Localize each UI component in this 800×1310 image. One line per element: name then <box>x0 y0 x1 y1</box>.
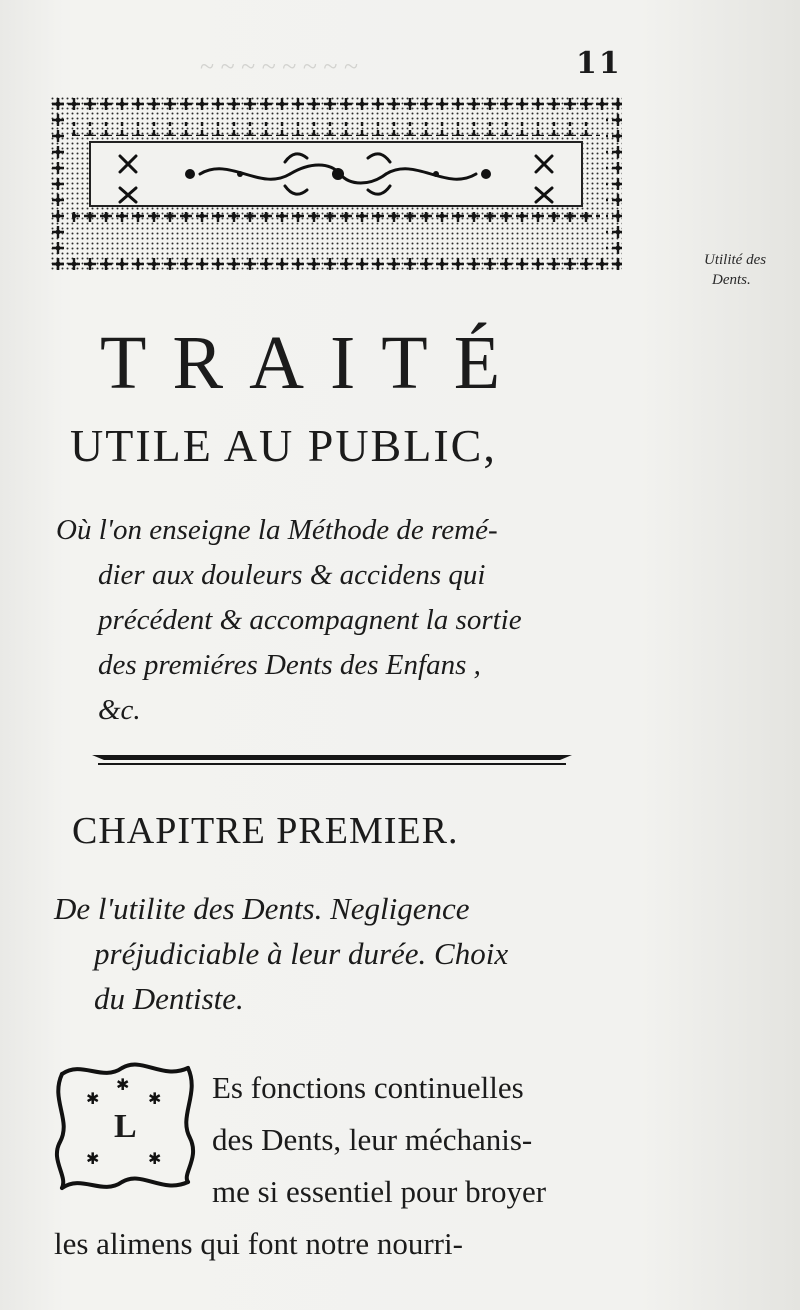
description-line-5: &c. <box>98 694 141 726</box>
summary-line-1: De l'utilite des Dents. Negligence <box>54 891 470 926</box>
svg-text:✱: ✱ <box>86 1149 100 1168</box>
body-paragraph <box>54 1062 644 1270</box>
book-title: TRAITÉ <box>100 321 527 405</box>
description-line-4: des premiéres Dents des Enfans , <box>98 649 481 681</box>
marginal-note-line-1: Utilité des <box>704 252 767 268</box>
chapter-heading: CHAPITRE PREMIER. <box>72 810 459 852</box>
svg-text:✱: ✱ <box>148 1149 162 1168</box>
title-description <box>56 508 646 733</box>
body-line-3: me si essentiel pour broyer <box>212 1174 547 1209</box>
marginal-note-line-2: Dents. <box>712 272 751 288</box>
marginal-note <box>704 250 794 290</box>
page-number: 11 <box>576 46 622 81</box>
description-line-1: Où l'on enseigne la Méthode de remé- <box>56 514 498 546</box>
chapter-summary <box>54 886 654 1021</box>
description-line-2: dier aux douleurs & accidens qui <box>98 559 486 591</box>
book-subtitle: UTILE AU PUBLIC, <box>70 420 497 471</box>
svg-text:✱: ✱ <box>86 1089 100 1108</box>
body-line-4: les alimens qui font notre nourri- <box>54 1226 463 1261</box>
svg-text:✱: ✱ <box>116 1075 130 1094</box>
drop-cap-initial: L <box>114 1108 137 1145</box>
show-through-texture: ~ ~ ~ ~ ~ ~ ~ ~ <box>200 52 359 81</box>
summary-line-3: du Dentiste. <box>94 981 244 1016</box>
double-rule-divider <box>92 752 572 768</box>
summary-line-2: préjudiciable à leur durée. Choix <box>94 936 509 971</box>
body-line-2: des Dents, leur méchanis- <box>212 1122 533 1157</box>
svg-text:✱: ✱ <box>148 1089 162 1108</box>
description-line-3: précédent & accompagnent la sortie <box>98 604 522 636</box>
body-line-1: Es fonctions continuelles <box>212 1070 524 1105</box>
ornamental-headpiece <box>50 96 622 272</box>
